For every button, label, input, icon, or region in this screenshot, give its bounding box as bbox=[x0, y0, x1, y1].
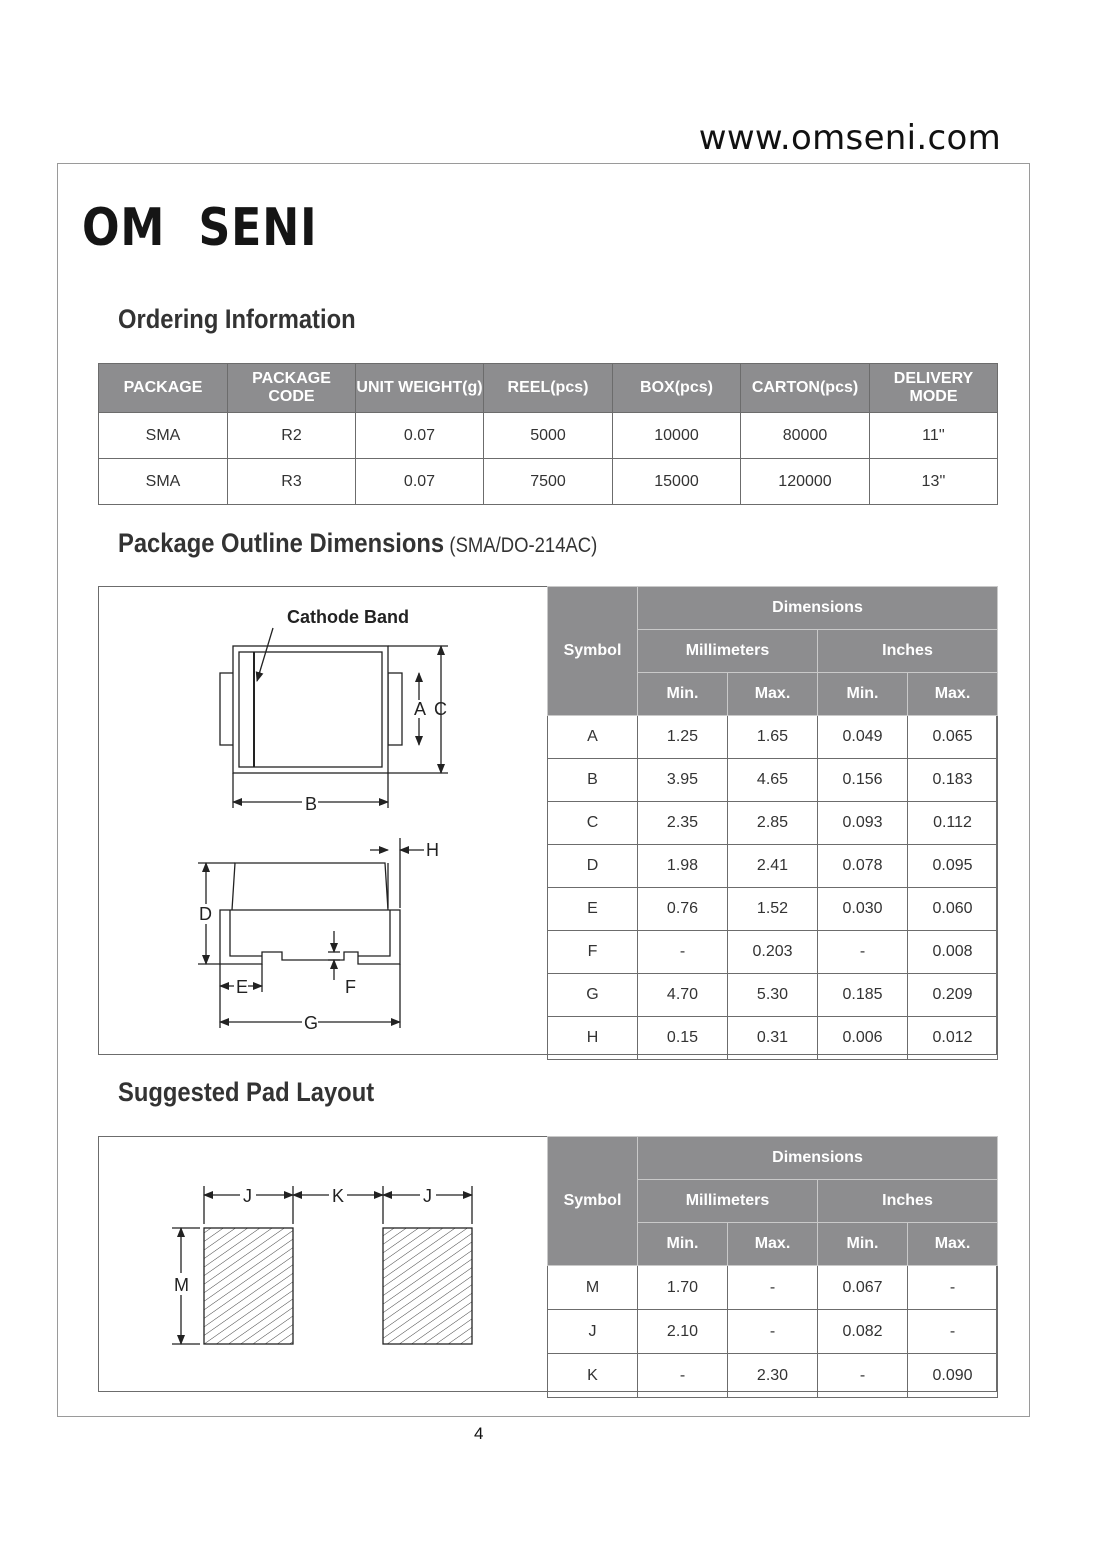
millimeters-header: Millimeters bbox=[638, 1180, 818, 1223]
table-cell: 2.35 bbox=[638, 802, 728, 845]
table-cell: SMA bbox=[99, 413, 228, 459]
table-cell: 0.090 bbox=[908, 1354, 998, 1398]
table-cell: 0.76 bbox=[638, 888, 728, 931]
table-row bbox=[548, 716, 998, 759]
table-cell: 0.049 bbox=[818, 716, 908, 759]
inches-header: Inches bbox=[818, 630, 998, 673]
table-cell: D bbox=[548, 845, 638, 888]
table-cell: 1.25 bbox=[638, 716, 728, 759]
table-cell: F bbox=[548, 931, 638, 974]
website-url: www.omseni.com bbox=[698, 118, 1001, 158]
table-row bbox=[548, 1354, 998, 1398]
table-cell: 2.85 bbox=[728, 802, 818, 845]
table-cell: J bbox=[548, 1310, 638, 1354]
symbol-header: Symbol bbox=[548, 1137, 638, 1266]
table-cell: 5000 bbox=[484, 413, 613, 459]
min-header: Min. bbox=[818, 673, 908, 716]
pad-shapes bbox=[172, 1186, 472, 1344]
table-cell: - bbox=[728, 1266, 818, 1310]
cathode-band-label: Cathode Band bbox=[287, 607, 410, 627]
table-cell: - bbox=[818, 931, 908, 974]
table-row bbox=[548, 974, 998, 1017]
table-cell: 0.183 bbox=[908, 759, 998, 802]
table-cell: 11'' bbox=[870, 413, 998, 459]
table-cell: 0.008 bbox=[908, 931, 998, 974]
table-cell: - bbox=[908, 1310, 998, 1354]
table-cell: 0.078 bbox=[818, 845, 908, 888]
table-cell: K bbox=[548, 1354, 638, 1398]
min-header: Min. bbox=[818, 1223, 908, 1266]
table-cell: R3 bbox=[228, 459, 356, 505]
max-header: Max. bbox=[908, 673, 998, 716]
table-cell: 0.030 bbox=[818, 888, 908, 931]
dim-label-e: E bbox=[236, 977, 249, 997]
table-cell: 0.15 bbox=[638, 1017, 728, 1060]
table-cell: 3.95 bbox=[638, 759, 728, 802]
dim-label-f: F bbox=[345, 977, 356, 997]
table-row bbox=[548, 1310, 998, 1354]
side-view bbox=[198, 838, 424, 1028]
header-reel: REEL(pcs) bbox=[484, 364, 613, 413]
ordering-header-row bbox=[99, 364, 998, 413]
table-cell: B bbox=[548, 759, 638, 802]
table-cell: 0.185 bbox=[818, 974, 908, 1017]
pad-dim-label-k: K bbox=[332, 1186, 345, 1206]
outline-subtitle: (SMA/DO-214AC) bbox=[449, 534, 598, 557]
ordering-table bbox=[98, 363, 998, 505]
table-row bbox=[548, 888, 998, 931]
table-cell: A bbox=[548, 716, 638, 759]
table-cell: - bbox=[818, 1354, 908, 1398]
table-row bbox=[548, 931, 998, 974]
table-cell: 0.067 bbox=[818, 1266, 908, 1310]
dim-label-d: D bbox=[199, 904, 212, 924]
table-cell: H bbox=[548, 1017, 638, 1060]
table-cell: 0.07 bbox=[356, 459, 484, 505]
table-row bbox=[548, 845, 998, 888]
header-package-code: PACKAGE CODE bbox=[228, 364, 356, 413]
table-cell: 7500 bbox=[484, 459, 613, 505]
ordering-title: Ordering Information bbox=[118, 304, 356, 334]
table-cell: 0.006 bbox=[818, 1017, 908, 1060]
outline-title-text: Package Outline Dimensions bbox=[118, 528, 445, 558]
table-cell: 15000 bbox=[613, 459, 741, 505]
table-cell: 0.203 bbox=[728, 931, 818, 974]
table-cell: 0.31 bbox=[728, 1017, 818, 1060]
dim-label-c: C bbox=[434, 699, 447, 719]
table-cell: - bbox=[728, 1310, 818, 1354]
table-cell: 2.30 bbox=[728, 1354, 818, 1398]
min-header: Min. bbox=[638, 1223, 728, 1266]
table-cell: M bbox=[548, 1266, 638, 1310]
table-cell: 0.07 bbox=[356, 413, 484, 459]
table-cell: 0.093 bbox=[818, 802, 908, 845]
table-cell: 0.095 bbox=[908, 845, 998, 888]
table-cell: 0.012 bbox=[908, 1017, 998, 1060]
pad-dim-label-j: J bbox=[243, 1186, 252, 1206]
table-cell: - bbox=[638, 1354, 728, 1398]
table-cell: R2 bbox=[228, 413, 356, 459]
max-header: Max. bbox=[728, 673, 818, 716]
min-header: Min. bbox=[638, 673, 728, 716]
table-row bbox=[548, 759, 998, 802]
table-cell: 5.30 bbox=[728, 974, 818, 1017]
max-header: Max. bbox=[728, 1223, 818, 1266]
table-cell: G bbox=[548, 974, 638, 1017]
dim-label-h: H bbox=[426, 840, 439, 860]
outline-title bbox=[118, 528, 597, 559]
table-cell: 0.156 bbox=[818, 759, 908, 802]
table-row bbox=[99, 413, 998, 459]
dim-label-a: A bbox=[414, 699, 427, 719]
table-row bbox=[548, 1266, 998, 1310]
pad-dim-label-m: M bbox=[174, 1275, 189, 1295]
table-row bbox=[548, 802, 998, 845]
header-package: PACKAGE bbox=[99, 364, 228, 413]
table-cell: 4.65 bbox=[728, 759, 818, 802]
table-cell: 0.060 bbox=[908, 888, 998, 931]
pad-layout-drawing bbox=[98, 1136, 547, 1392]
table-cell: 1.65 bbox=[728, 716, 818, 759]
table-cell: 0.065 bbox=[908, 716, 998, 759]
table-cell: 2.41 bbox=[728, 845, 818, 888]
dim-label-g: G bbox=[304, 1013, 319, 1033]
dimensions-header: Dimensions bbox=[638, 587, 998, 630]
table-row bbox=[99, 459, 998, 505]
pad-dimensions-table bbox=[547, 1136, 998, 1398]
symbol-header: Symbol bbox=[548, 587, 638, 716]
table-cell: E bbox=[548, 888, 638, 931]
header-delivery-mode: DELIVERY MODE bbox=[870, 364, 998, 413]
dim-label-b: B bbox=[305, 794, 318, 814]
table-cell: - bbox=[638, 931, 728, 974]
inches-header: Inches bbox=[818, 1180, 998, 1223]
table-cell: 10000 bbox=[613, 413, 741, 459]
table-cell: 0.112 bbox=[908, 802, 998, 845]
table-cell: 80000 bbox=[741, 413, 870, 459]
table-cell: SMA bbox=[99, 459, 228, 505]
table-cell: 1.98 bbox=[638, 845, 728, 888]
pad-layout-title: Suggested Pad Layout bbox=[118, 1077, 375, 1107]
table-cell: 1.52 bbox=[728, 888, 818, 931]
table-cell: 1.70 bbox=[638, 1266, 728, 1310]
header-carton: CARTON(pcs) bbox=[741, 364, 870, 413]
table-row bbox=[548, 1017, 998, 1060]
table-cell: 2.10 bbox=[638, 1310, 728, 1354]
header-box: BOX(pcs) bbox=[613, 364, 741, 413]
table-cell: 0.209 bbox=[908, 974, 998, 1017]
pad-left bbox=[204, 1228, 293, 1344]
dimensions-header: Dimensions bbox=[638, 1137, 998, 1180]
table-cell: 120000 bbox=[741, 459, 870, 505]
table-cell: 0.082 bbox=[818, 1310, 908, 1354]
table-cell: 4.70 bbox=[638, 974, 728, 1017]
company-logo: OM SENI bbox=[82, 198, 318, 258]
page-number: 4 bbox=[474, 1424, 484, 1443]
outline-dimensions-table bbox=[547, 586, 998, 1060]
pad-dim-label-j: J bbox=[423, 1186, 432, 1206]
max-header: Max. bbox=[908, 1223, 998, 1266]
package-outline-drawing bbox=[98, 586, 547, 1055]
header-unit-weight: UNIT WEIGHT(g) bbox=[356, 364, 484, 413]
table-cell: - bbox=[908, 1266, 998, 1310]
millimeters-header: Millimeters bbox=[638, 630, 818, 673]
pad-right bbox=[383, 1228, 472, 1344]
table-cell: C bbox=[548, 802, 638, 845]
table-cell: 13'' bbox=[870, 459, 998, 505]
